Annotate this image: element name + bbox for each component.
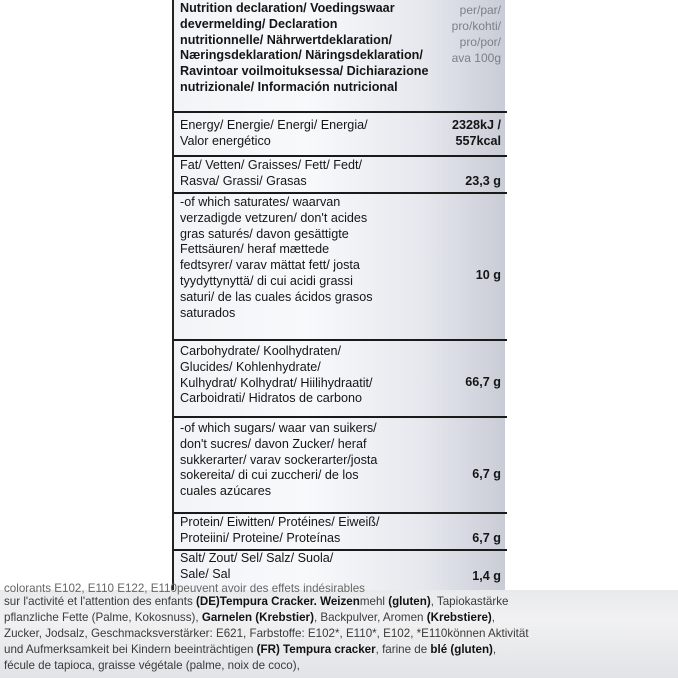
nutrition-value-carbohydrate: 66,7 g xyxy=(465,375,501,389)
nutrition-row-carbohydrate xyxy=(174,341,507,418)
nutrition-label-carbohydrate: Carbohydrate/ Koolhydraten/ Glucides/ Kohlenhydrate/ Kulhydrat/ Kolhydrat/ Hiilihydraatit/ Carboidrati/ Hidratos de carbono xyxy=(180,344,373,406)
ingredients-line-3: Zucker, Jodsalz, Geschmacksverstärker: E621, Farbstoffe: E102*, E110*, E102, *E110können Aktivität xyxy=(4,627,529,640)
nutrition-value-protein: 6,7 g xyxy=(472,531,501,545)
nutrition-value-sugars: 6,7 g xyxy=(472,467,501,481)
nutrition-value-salt: 1,4 g xyxy=(472,569,501,583)
nutrition-row-fat xyxy=(174,157,507,194)
ingredients-strip xyxy=(0,582,678,678)
nutrition-label-salt: Salt/ Zout/ Sel/ Salz/ Suola/ Sale/ Sal xyxy=(180,551,334,581)
nutrition-table xyxy=(172,0,505,590)
nutrition-header-per: per/par/ pro/kohti/ pro/por/ ava 100g xyxy=(451,3,501,65)
ingredients-line-1: sur l'activité et l'attention des enfants (DE)Tempura Cracker. Weizenmehl (gluten), Tapiokastärke xyxy=(4,595,509,608)
nutrition-value-fat: 23,3 g xyxy=(465,174,501,188)
nutrition-header-label: Nutrition declaration/ Voedingswaar devermelding/ Declaration nutritionnelle/ Nährwertdeklaration/ Næringsdeklaration/ Näringsdeklaration/ Ravintoar voilmoituksessa/ Dichiarazione nutrizionale/ Información nutricional xyxy=(180,1,429,94)
nutrition-value-energy: 2328kJ / 557kcal xyxy=(451,118,501,148)
nutrition-header-row xyxy=(174,0,507,113)
nutrition-row-protein xyxy=(174,514,507,551)
nutrition-label-protein: Protein/ Eiwitten/ Protéines/ Eiweiß/ Proteiini/ Proteine/ Proteínas xyxy=(180,515,380,545)
nutrition-value-saturates: 10 g xyxy=(475,268,501,282)
nutrition-label-energy: Energy/ Energie/ Energi/ Energia/ Valor energético xyxy=(180,118,368,148)
ingredients-line-0: colorants E102, E110 E122, E110peuvent avoir des effets indésirables xyxy=(4,582,365,595)
nutrition-row-sugars xyxy=(174,418,507,514)
nutrition-row-energy xyxy=(174,113,507,157)
nutrition-label-sugars: -of which sugars/ waar van suikers/ don't sucres/ davon Zucker/ heraf sukkerarter/ varav sockerarter/josta sokereita/ di cui zuccheri/ de los cuales azúcares xyxy=(180,421,378,499)
ingredients-line-4: und Aufmerksamkeit bei Kindern beeinträchtigen (FR) Tempura cracker, farine de blé (gluten), xyxy=(4,643,497,656)
nutrition-label-fat: Fat/ Vetten/ Graisses/ Fett/ Fedt/ Rasva/ Grassi/ Grasas xyxy=(180,158,362,188)
background-right xyxy=(505,0,678,590)
ingredients-line-2: pflanzliche Fette (Palme, Kokosnuss), Garnelen (Krebstier), Backpulver, Aromen (Krebstiere), xyxy=(4,611,496,624)
nutrition-label-saturates: -of which saturates/ waarvan verzadigde vetzuren/ don't acides gras saturés/ davon gesättigte Fettsäuren/ heraf mættede fedtsyrer/ varav mättat fett/ josta tyydyttynyttä/ di cui acidi grassi saturi/ de las cuales ácidos grasos saturados xyxy=(180,195,373,320)
ingredients-line-5: fécule de tapioca, graisse végétale (palme, noix de coco), xyxy=(4,659,300,672)
background-left xyxy=(0,0,172,590)
nutrition-row-saturates xyxy=(174,194,507,341)
